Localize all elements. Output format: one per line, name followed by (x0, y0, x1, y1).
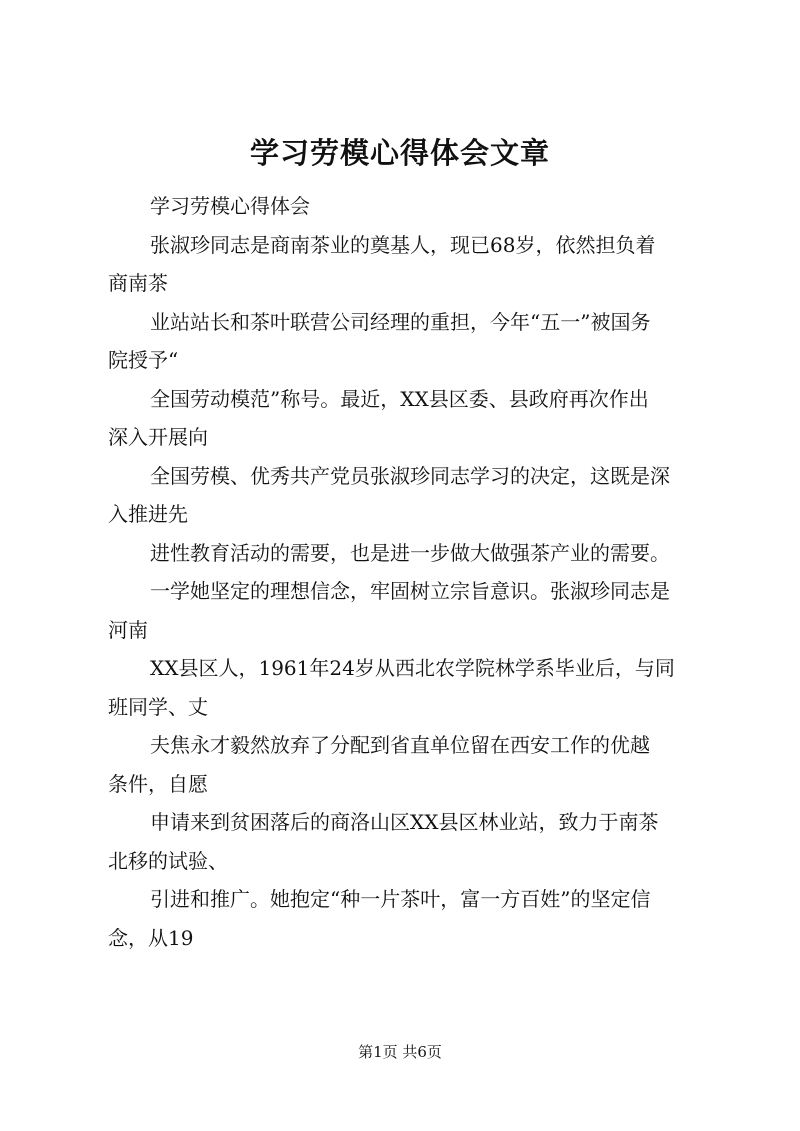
text-line: 商南茶 (108, 271, 168, 295)
text-line: 全国劳动模范”称号。最近，XX县区委、县政府再次作出 (150, 386, 649, 411)
text-line: 念，从19 (108, 925, 194, 950)
text-line: 夫焦永才毅然放弃了分配到省直单位留在西安工作的优越 (150, 733, 650, 757)
text-line: 业站站长和茶叶联营公司经理的重担，今年“五一”被国务 (150, 309, 651, 334)
text-line: 院授予“ (108, 348, 179, 372)
text-line: 学习劳模心得体会 (150, 194, 310, 218)
text-line: 条件，自愿 (108, 771, 208, 796)
text-line: 进性教育活动的需要，也是进一步做大做强茶产业的需要。 (150, 540, 670, 565)
text-line: 全国劳模、优秀共产党员张淑珍同志学习的决定，这既是深 (150, 463, 670, 488)
text-line: 一学她坚定的理想信念，牢固树立宗旨意识。张淑珍同志是 (150, 579, 670, 603)
text-line: 河南 (108, 617, 148, 642)
text-line: 深入开展向 (108, 425, 208, 449)
document-title: 学习劳模心得体会文章 (249, 136, 550, 170)
text-line: 引进和推广。她抱定“种一片茶叶，富一方百姓”的坚定信 (150, 887, 651, 911)
text-line: 申请来到贫困落后的商洛山区XX县区林业站，致力于南茶 (150, 810, 659, 834)
text-line: 入推进先 (108, 502, 188, 526)
page-footer: 第1页 共6页 (358, 1043, 442, 1061)
text-line: 北移的试验、 (108, 848, 228, 873)
text-line: XX县区人，1961年24岁从西北农学院林学系毕业后，与同 (150, 656, 675, 680)
document-body (108, 187, 708, 957)
text-line: 班同学、丈 (108, 694, 208, 719)
text-line: 张淑珍同志是商南茶业的奠基人，现已68岁，依然担负着 (150, 232, 656, 257)
